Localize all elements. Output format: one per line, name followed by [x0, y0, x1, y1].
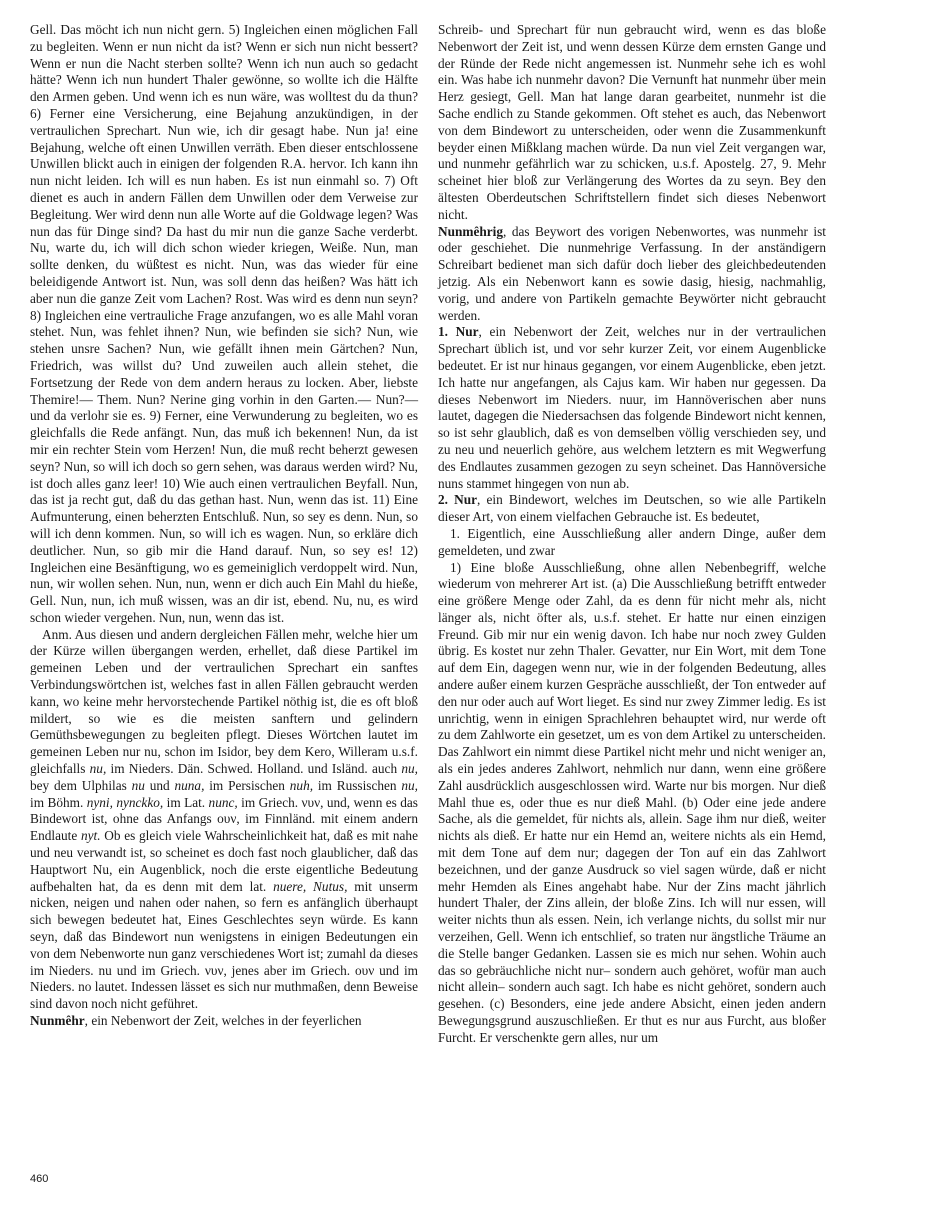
entry-text: , ein Nebenwort der Zeit, welches nur in der vertraulichen Sprechart üblich ist, und vor sehr kurzer Zeit, vor einem Augenblicke bedeutet. Er ist nur hinaus gegangen, vor einem Augenblicke, eben jetzt. Ich hatte nur angefangen, als Cajus kam. Wir haben nur gegessen. Da dieses Nebenwort im Nieders. nuur, im Hannöverischen aber nuns lautet, dagegen die Niedersachsen das folgende Bindewort nicht kennen, so ist sehr glaublich, daß es von demselben völlig verschieden sey, und zu neu und neuerlich gehöre, aus welchem letztern es mit Wegwerfung des Endlautes zusammen gezogen zu seyn scheinet. Das Hannöversiche nuns stammet hingegen von nun ab. [438, 324, 826, 491]
text-run: im Böhm. [30, 794, 87, 810]
entry-nur-1 [438, 324, 826, 492]
entry-text: , ein Nebenwort der Zeit, welches in der feyerlichen [84, 1013, 362, 1029]
left-paragraph-1: Gell. Das möcht ich nun nicht gern. 5) Ingleichen einen möglichen Fall zu begleiten. Wenn er nun nicht da ist? Wenn er sich nun nicht bessert? Wenn er nun die Nacht sterben sollte? Wenn ich nun auch so gedacht hätte? Wenn ich nun hundert Thaler gewönne, so wollte ich die Hälfte den Armen geben. Und wenn ich es nun wäre, was wolltest du da thun? 6) Ferner eine Versicherung, eine Bejahung anzukündigen, in der vertraulichen Sprechart. Nun wie, ich dir gesagt habe. Nun ja! eine Bejahung, welche oft einen Unwillen verräth. Eben dieser entschlossene Unwillen blickt auch in einigen der folgenden R.A. hervor. Ich kann ihn nun nicht leiden. Ich will es nun haben. Es ist nun einmahl so. 7) Oft dienet es auch in andern Fällen dem Unwillen oder dem Verweise zur Begleitung. Wer wird denn nun alle Worte auf die Goldwage legen? Was nun das für Dinge sind? Da hast du mir nun die ganze Sache verderbt. Nu, warte du, ich will dich schon wieder kriegen, Weiße. Nun, man sollte denken, du wüßtest es nicht. Nun, was das wieder für eine beleidigende Antwort ist. Nun, was soll denn das heißen? Was hätt ich aber nun die ganze Zeit vom Lachen? Rost. Was wird es denn nun seyn? 8) Ingleichen eine vertrauliche Frage anzufangen, wo es alle Mahl voran stehet. Nun, was fehlet ihnen? Nun, wie befinden sie sich? Nun, wie stehen unsre Sachen? Nun, wie gefällt ihnen mein Gärtchen? Nun, Friedrich, was willst du? Und zuweilen auch allein stehet, die Fortsetzung der Rede von dem andern heraus zu locken. Aber, liebste Themire!— Them. Nun? Nerine ging vorhin in den Garten.— Nun?— und da verlohr sie es. 9) Ferner, eine Verwunderung zu begleiten, wo es gleichfalls die Rede anfängt. Nun, das muß ich bekennen! Nun, da ist mir ein rechter Stein vom Herzen! Nun, die muß recht beherzt gewesen seyn? Nun, so will ich doch so gern sehen, was daraus werden wird? Nu, ist doch alles ganz leer! 10) Wie auch einen vertraulichen Beyfall. Nun, das ist ja recht gut, daß du das gethan hast. Nun, wenn das ist. 11) Eine Aufmunterung, einen beherzten Entschluß. Nun, so sey es denn. Nun, so will ich denn kommen. Nun, so will ich es wagen. Nun, so erkläre dich deutlicher. Nun, so gib mir die Hand darauf. Nun, so sey es! 12) Ingleichen eine Besänftigung, wo es gemeiniglich verdoppelt wird. Nun, nun, wir wollen sehen. Nun, nun, wenn er dich auch Ein Mahl du hieße, Gell. Nun, nun, ich muß wissen, was an dir ist, ebend. Nu, nu, es wird schon wieder vergehen. Nun, nun, wenn das ist. [30, 22, 418, 625]
text-run: bey dem Ulphilas [30, 777, 132, 793]
text-run: mit unserm nicken, neigen und nahen oder nahen, so fern es anfänglich überhaupt sich bewegen bedeutet hat, Eines Geschlechtes seyn würde. Es kann seyn, daß das Bindewort nun wenigstens in einigen Bedeutungen ein von dem Nebenworte nun ganz verschiedenes Wort ist; zumahl da dieses im Nieders. nu und im Griech. νυν, jenes aber im Griech. ουν und im Nieders. no lautet. Indessen lässet es sich nur muthmaßen, denn Beweise sind davon noch nicht geführet. [30, 878, 418, 1012]
italic-term: nu, [89, 761, 107, 777]
entry-headword: Nunmêhrig [438, 223, 504, 239]
text-run: im Griech. νυν, und, wenn es das Bindewort ist, ohne das Anfangs ουν, im Finnländ. mit einem andern Endlaute [30, 794, 418, 844]
text-run: und [144, 777, 175, 793]
entry-text: , ein Bindewort, welches im Deutschen, so wie alle Partikeln dieser Art, von einem vielfachen Gebrauche ist. Es bedeutet, [438, 492, 826, 525]
page-number: 460 [30, 1173, 49, 1185]
italic-term: nu [131, 777, 145, 793]
entry-headword: Nunmêhr [30, 1013, 85, 1029]
entry-nunmehr [30, 1013, 418, 1030]
italic-term: nuere, Nutus, [273, 878, 348, 894]
right-column [438, 22, 826, 1047]
entry-headword: 1. Nur [438, 324, 479, 340]
italic-term: nyt. [80, 828, 101, 844]
italic-term: nuna, [174, 777, 205, 793]
text-run: im Nieders. Dän. Schwed. Holland. und Isländ. auch [106, 761, 402, 777]
text-run: im Persischen [204, 777, 290, 793]
italic-term: nunc, [208, 794, 238, 810]
text-run: im Russischen [313, 777, 402, 793]
entry-text: , das Beywort des vorigen Nebenwortes, was nunmehr ist oder geschiehet. Die nunmehrige Verfassung. In der anständigern Schreibart bedienet man sich dafür doch lieber des gleichbedeutenden jetzig. Als ein Nebenwort kann es sowie dasig, hiesig, nachmahlig, vorig, und andere von Partikeln gemachte Beywörter nicht gebraucht werden. [438, 223, 826, 323]
italic-term: nu, [401, 777, 418, 793]
italic-term: nu, [401, 761, 418, 777]
text-run: im Lat. [163, 794, 209, 810]
right-paragraph-1: Schreib- und Sprechart für nun gebraucht wird, wenn es das bloße Nebenwort der Zeit ist, und wenn dessen Kürze dem ernsten Gange und der Ründe der Rede nicht angemessen ist. Nunmehr sehe ich es wohl ein. Was habe ich nunmehr davon? Die Vernunft hat nunmehr über mein Herz gesiegt, Gell. Man hat lange daran gearbeitet, nunmehr ist die Sache endlich zu Stande gekommen. Oft stehet es auch, das Nebenwort von dem Bindewort zu unterscheiden, oder wenn die Zusammenkunft beyder einen Mißklang machen würde. Da nun viel Zeit vergangen war, und nunmehr gefährlich war zu schicken, u.s.f. Apostelg. 27, 9. Mehr scheinet hier bloß zur Verlängerung des Wortes da zu seyn. Bey den ältesten Oberdeutschen Schriftstellern findet sich dieses Nebenwort nicht. [438, 22, 826, 222]
entry-nur-2 [438, 492, 826, 526]
sense-1-1: 1) Eine bloße Ausschließung, ohne allen Nebenbegriff, welche wiederum von mehrerer Art ist. (a) Die Ausschließung betrifft entweder eine größere Menge oder Zahl, da es denn für nicht mehr als, nicht länger als, nicht öfter als, u.s.f. stehet. Er hatte nur einen einzigen Freund. Gib mir nur ein wenig davon. Ich habe nur noch zwey Gulden übrig. Es kostet nur zehn Thaler. Gevatter, nur Ein Wort, mit dem Tone auf dem Ein, dagegen wenn nur, wie in der folgenden Bedeutung, alles andere außer einem kurzen Gespräche ausschließt, der Ton entweder auf den nur oder auch auf Wort lieget. Es sind nur zwey Zimmer ledig. Es ist unrichtig, wenn in einigen Sprachlehren behauptet wird, nur werde oft zu dem Zahlworte ein gesetzet, um es von dem Artikel zu unterscheiden. Das Zahlwort ein nimmt diese Partikel nicht mehr und nicht weniger an, als ein jedes anderes Zahlwort, nehmlich nur dann, wenn eine größere Zahl ausdrücklich ausgeschlossen wird. Warte nur bis morgen. Nur dieß Mahl thue es, oder thue es nur dieß Mahl. (b) Oder eine jede andere Sache, als die gemeldet, für nichts als, allein. Sage ihm nur dieß, weiter nichts als dieß. Er hatte nur ein Hemd an, weitere nichts als ein Hemd, mit dem Tone auf dem nur; dagegen der Ton auf ein das Zahlwort bezeichnen, und der ganze Ausdruck so viel sagen würde, daß er nicht mehr Hemden als Eines angehabt habe. Nur der Zins macht jährlich hundert Thaler, der Zins allein, der bloße Zins. Ich will nur essen, will weiter nichts thun als essen. Nein, ich verlange nichts, du sollst mir nur verzeihen, Gell. Wenn ich entschlief, so traten nur ängstliche Träume an die Stelle banger Gedanken. Lassen sie es mich nur sehen. Wohin auch das so gebräuchliche nicht nur– sondern auch gehöret, wofür man auch nicht allein– sondern auch sagt. Ich habe es nicht gehöret, sondern auch gesehen. (c) Besonders, eine jede andere Absicht, einen jeden andern Bewegungsgrund auszuschließen. Er thut es nur aus Furcht, aus bloßer Furcht. Er verschenkte gern alles, nur um [438, 559, 826, 1045]
left-paragraph-anm [30, 627, 418, 1013]
italic-term: nuh, [289, 777, 314, 793]
entry-headword: 2. Nur [438, 492, 478, 508]
entry-nunmehrig [438, 224, 826, 325]
text-run: Anm. Aus diesen und andern dergleichen Fällen mehr, welche hier um der Kürze willen übergangen werden, erhellet, daß diese Partikel im gemeinen Leben und der vertraulichen Sprechart ein sanftes Verbindungswörtchen ist, welches fast in allen Fällen gebraucht werden kann, wo keine mehr hervorstechende Partikel nöthig ist, die es oft bloß mildert, so wie es die meisten sanftern und gelindern Gemüthsbewegungen zu begleiten pflegt. Dieses Wörtchen lautet im gemeinen Leben nur nu, schon im Isidor, bey dem Kero, Willeram u.s.f. gleichfalls [30, 626, 418, 777]
text-run: Ob es gleich viele Wahrscheinlichkeit hat, daß es mit nahe und neu verwandt ist, so scheinet es doch fast noch glaublicher, daß das Hauptwort Nu, ein Augenblick, noch die erste eigentliche Bedeutung aufbehalten hat, da es denn mit dem lat. [30, 828, 418, 894]
sense-1: 1. Eigentlich, eine Ausschließung aller andern Dinge, außer dem gemeldeten, und zwar [438, 525, 826, 558]
italic-term: nyni, nynckko, [86, 794, 164, 810]
left-column [30, 22, 418, 1030]
